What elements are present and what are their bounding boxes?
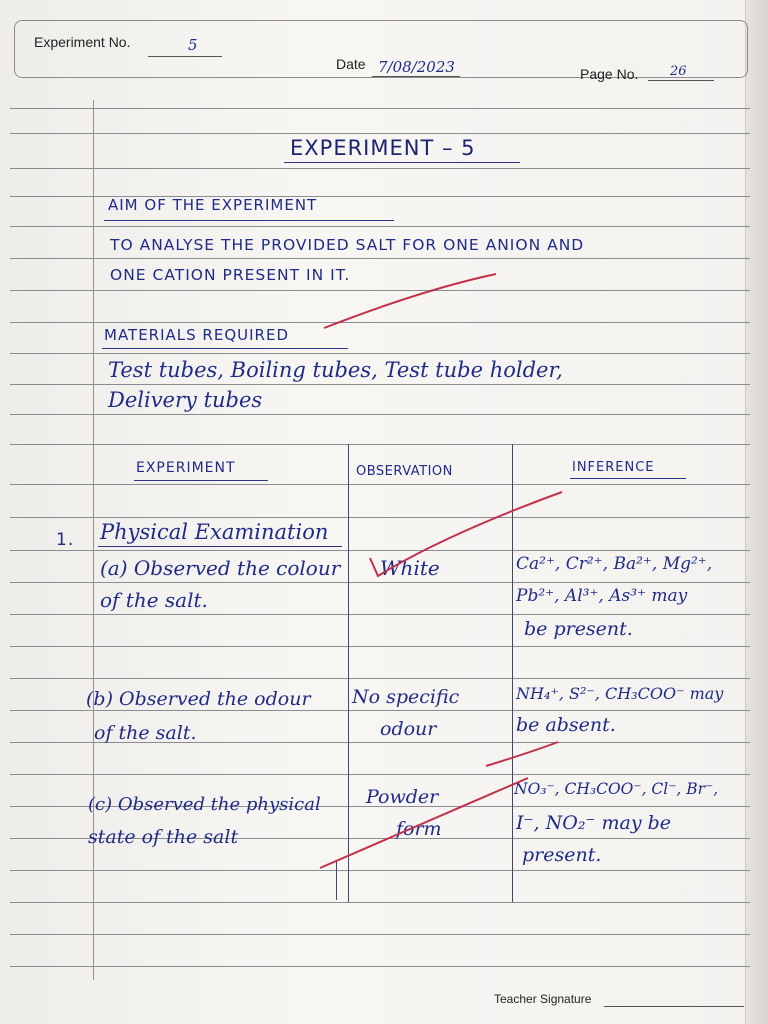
materials-heading: MATERIALS REQUIRED (104, 326, 289, 344)
teacher-check-mark-icon (314, 774, 534, 874)
experiment-no-line (148, 56, 222, 57)
row-c-experiment-line1: (c) Observed the physical (88, 794, 321, 815)
row-b-experiment-line2: of the salt. (94, 722, 197, 744)
row-c-inference-line3: present. (522, 844, 602, 866)
row-b-observation-line1: No specific (352, 686, 460, 708)
row-c-inference-line1: NO₃⁻, CH₃COO⁻, Cl⁻, Br⁻, (514, 780, 719, 798)
rule-line (10, 444, 750, 445)
aim-text-line2: ONE CATION PRESENT IN IT. (110, 266, 351, 284)
rule-line (10, 614, 750, 615)
header-underline (570, 478, 686, 479)
rule-line (10, 678, 750, 679)
table-header-inference: INFERENCE (572, 460, 655, 475)
aim-heading-underline (104, 220, 394, 221)
rule-line (10, 133, 750, 134)
rule-line (10, 902, 750, 903)
row-b-inference-line1: NH₄⁺, S²⁻, CH₃COO⁻ may (516, 684, 724, 703)
row-c-observation-line2: form (396, 818, 442, 840)
row-a-experiment-line1: (a) Observed the colour (100, 556, 341, 580)
aim-heading: AIM OF THE EXPERIMENT (108, 196, 318, 214)
rule-line (10, 710, 750, 711)
row-a-observation: White (380, 556, 440, 580)
date-value: 7/08/2023 (378, 58, 455, 76)
rule-line (10, 108, 750, 109)
row-a-experiment-line2: of the salt. (100, 588, 208, 612)
table-header-observation: OBSERVATION (356, 464, 453, 479)
title-underline (284, 162, 520, 163)
rule-line (10, 226, 750, 227)
rule-line (10, 353, 750, 354)
section-title: Physical Examination (100, 520, 329, 544)
page-no-value: 26 (670, 64, 687, 79)
rule-line (10, 646, 750, 647)
section-title-underline (98, 546, 342, 547)
materials-heading-underline (102, 348, 348, 349)
margin-line (93, 100, 94, 980)
row-b-inference-line2: be absent. (516, 714, 616, 736)
teacher-signature-line (604, 1006, 744, 1007)
rule-line (10, 258, 750, 259)
aim-text-line1: TO ANALYSE THE PROVIDED SALT FOR ONE ANION AND (110, 236, 585, 254)
rule-line (10, 414, 750, 415)
page-title: EXPERIMENT – 5 (290, 136, 476, 160)
rule-line (10, 168, 750, 169)
materials-text-line2: Delivery tubes (108, 388, 263, 412)
materials-text-line1: Test tubes, Boiling tubes, Test tube holder, (108, 358, 563, 382)
row-b-observation-line2: odour (380, 718, 437, 740)
row-a-inference-line2: Pb²⁺, Al³⁺, As³⁺ may (516, 586, 688, 606)
date-label: Date (336, 56, 366, 72)
teacher-check-mark-icon (320, 270, 500, 340)
teacher-check-mark-icon (482, 740, 562, 770)
table-header-experiment: EXPERIMENT (136, 460, 236, 476)
page-no-label: Page No. (580, 66, 639, 82)
row-c-experiment-line2: state of the salt (88, 826, 239, 848)
rule-line (10, 934, 750, 935)
experiment-no-label: Experiment No. (34, 34, 131, 50)
row-c-inference-line2: I⁻, NO₂⁻ may be (516, 812, 672, 834)
teacher-check-mark-icon (366, 486, 566, 586)
rule-line (10, 484, 750, 485)
section-number: 1. (56, 530, 75, 550)
page-no-line (648, 80, 714, 81)
row-b-experiment-line1: (b) Observed the odour (86, 688, 311, 710)
row-c-observation-line1: Powder (366, 786, 439, 808)
row-a-inference-line3: be present. (524, 618, 633, 640)
teacher-signature-label: Teacher Signature (494, 992, 592, 1006)
experiment-no-value: 5 (188, 36, 198, 54)
header-underline (134, 480, 268, 481)
rule-line (10, 384, 750, 385)
row-a-inference-line1: Ca²⁺, Cr²⁺, Ba²⁺, Mg²⁺, (516, 554, 713, 574)
rule-line (10, 966, 750, 967)
date-line (372, 76, 460, 77)
